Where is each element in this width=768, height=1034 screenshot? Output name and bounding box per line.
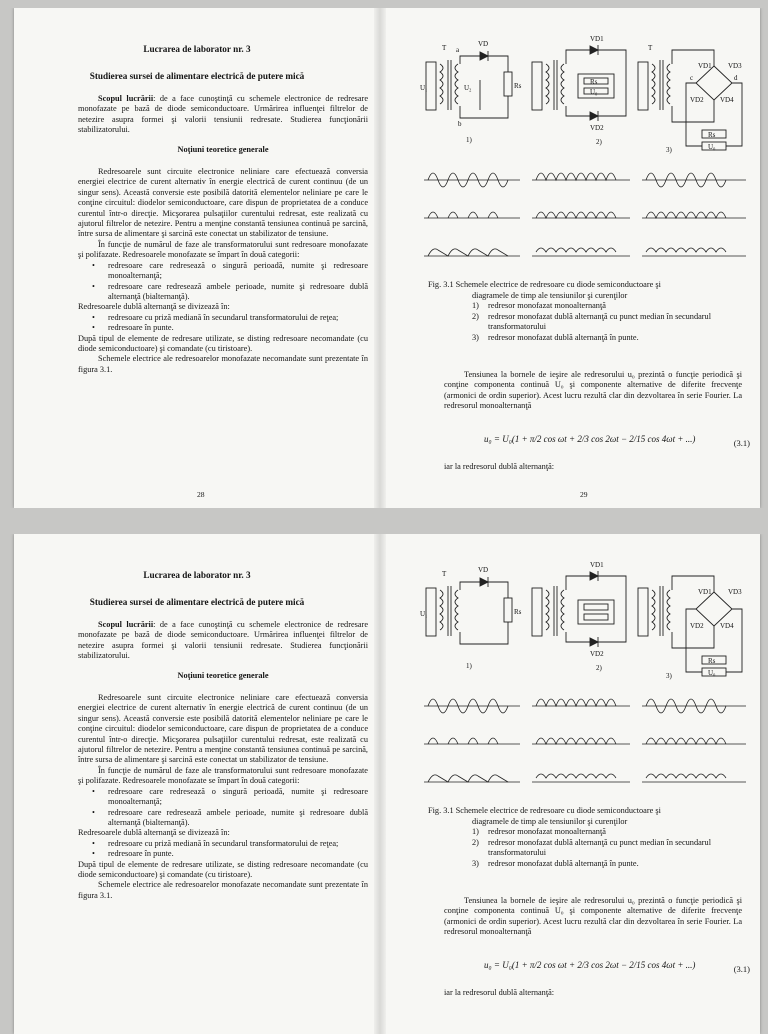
formula-expression: u₀ = U₀(1 + π/2 cos ωt + 2/3 cos 2ωt − 2/15 cos 4ωt + ...) — [484, 434, 696, 444]
item-text: redresor monofazat dublă alternanţă în punte. — [488, 332, 639, 342]
item-number: 3) — [472, 332, 479, 342]
right-page — [380, 534, 760, 1034]
lab-title: Lucrarea de laborator nr. 3 — [143, 44, 251, 54]
resistor-rs — [504, 72, 512, 96]
label-vd2: VD2 — [590, 124, 604, 132]
caption-list — [428, 301, 748, 343]
label-t: T — [442, 570, 447, 578]
paragraph-3: Redresoarele dublă alternanţă se divizează în: — [78, 828, 230, 838]
after-formula-text: iar la redresorul dublă alternanţă: — [444, 462, 555, 471]
lab-subtitle: Studierea sursei de alimentare electrică de putere mică — [89, 71, 305, 81]
fourier-paragraph: Tensiunea la bornele de ieşire ale redresorului u₀ prezintă o funcţie periodică şi conţine componenta continuă U₀ şi componente alternative de diferite frecvenţe (armonici de ordin superior). Acest lucru rezultă clar din dezvoltarea în serie Fourier. La redresorul monoalternanţă — [444, 896, 742, 937]
after-formula-text: iar la redresorul dublă alternanţă: — [444, 988, 555, 997]
scope-paragraph — [78, 94, 368, 136]
paragraph-2: În funcţie de numărul de faze ale transformatorului sunt redresoare monofazate şi polifazate. Redresoarele monofazate se împart în două categorii: — [78, 765, 368, 786]
label-vd: VD — [478, 40, 489, 48]
list-item: • redresoare care redresează ambele perioade, numite şi redresoare dublă alternanţă (bialternanţă). — [108, 808, 368, 829]
paragraph-5: Schemele electrice ale redresoarelor monofazate necomandate sunt prezentate în figura 3.1. — [78, 880, 368, 900]
paragraph-1: Redresoarele sunt circuite electronice neliniare care efectuează conversia energiei electrice de curent alternativ în energie electrică de curent continuu (de un singur sens). Această conversie este posibilă datorită elementelor neliniare pe care le conţine circuitul: diodelor semiconductoare, care dispun de proprietatea de a conduce curentul într-o direcţie. Micşorarea pulsaţiilor curentului redresat, este realizată cu ajutorul filtrelor de netezire. Pentru a menţine constantă tensiunea continuă pe sarcină, între sursa de alimentare şi sarcină este conectat un stabilizator de tensiune. — [78, 693, 368, 765]
bridge-rectifier — [696, 66, 732, 100]
label-vd1-3: VD1 — [698, 588, 712, 596]
scope-paragraph — [78, 620, 368, 662]
list-item — [472, 333, 748, 344]
label-d: d — [734, 74, 738, 82]
scope-label: Scopul lucrării — [98, 94, 154, 103]
label-rs-3: Rs — [708, 657, 716, 665]
lab-title: Lucrarea de laborator nr. 3 — [143, 570, 251, 580]
figure-3-1 — [420, 556, 750, 792]
figure-caption — [428, 806, 748, 870]
list-item: • redresoare în punte. — [108, 849, 368, 859]
diode-vd1 — [590, 46, 598, 54]
list-item — [472, 301, 748, 312]
scope-text: : de a face cunoştinţă cu schemele electronice de redresare monofazate pe bază de diode semiconductoare. Urmărirea influenţei filtrelor de netezire asupra formei şi valorii tensiunii redresate. Studierea funcţionării stabilizatorului. — [78, 620, 369, 661]
dual-alternance-list — [78, 839, 368, 860]
paragraph-4: După tipul de elemente de redresare utilizate, se disting redresoare necomandate (cu diode semiconductoare) şi comandate (cu tiristoare). — [78, 859, 368, 879]
label-rs-2: Rs — [590, 78, 598, 86]
list-item — [472, 827, 748, 838]
lab-subtitle: Studierea sursei de alimentare electrică de putere mică — [89, 597, 305, 607]
label-u1: U₁ — [420, 84, 428, 92]
paragraph-3: Redresoarele dublă alternanţă se divizează în: — [78, 302, 230, 312]
formula-number: (3.1) — [733, 964, 750, 974]
waveform-diagrams — [424, 699, 746, 782]
list-item: • redresoare care redresează ambele perioade, numite şi redresoare dublă alternanţă (bialternanţă). — [108, 282, 368, 303]
list-item: • redresoare care redresează o singură perioadă, numite şi redresoare monoalternanţă; — [108, 787, 368, 808]
item-number: 2) — [472, 311, 479, 321]
item-number: 3) — [472, 858, 479, 868]
formula-3-1 — [484, 428, 754, 458]
label-rs: Rs — [514, 82, 522, 90]
item-number: 1) — [472, 301, 479, 311]
list-item: • redresoare cu priză mediană în secundarul transformatorului de reţea; — [108, 313, 368, 323]
rectifier-schematics — [420, 556, 750, 792]
book-spread-top — [0, 8, 768, 508]
fourier-paragraph: Tensiunea la bornele de ieşire ale redresorului u₀ prezintă o funcţie periodică şi conţine componenta continuă U₀ şi componente alternative de diferite frecvenţe (armonici de ordin superior). Acest lucru rezultă clar din dezvoltarea în serie Fourier. La redresorul monoalternanţă — [444, 370, 742, 411]
coil-secondary — [455, 64, 458, 104]
label-vd2-3: VD2 — [690, 622, 704, 630]
formula-number: (3.1) — [733, 438, 750, 448]
label-vd4: VD4 — [720, 622, 734, 630]
label-rs-3: Rs — [708, 131, 716, 139]
diode-vd2 — [590, 112, 598, 120]
formula-3-1 — [484, 954, 754, 984]
rectifier-categories-list — [78, 261, 368, 303]
book-spread-bottom — [0, 534, 768, 1034]
primary-winding-1 — [426, 62, 436, 110]
label-vd4: VD4 — [720, 96, 734, 104]
item-text: redresor monofazat dublă alternanţă cu punct median în secundarul transformatorului — [488, 311, 712, 332]
section-title: Noţiuni teoretice generale — [177, 144, 269, 154]
left-page — [14, 8, 380, 508]
right-page — [380, 8, 760, 508]
label-vd: VD — [478, 566, 489, 574]
fourier-paragraph-wrapper — [444, 896, 742, 938]
item-text: redresor monofazat dublă alternanţă cu punct median în secundarul transformatorului — [488, 837, 712, 858]
item-number: 1) — [472, 827, 479, 837]
caption-head: Fig. 3.1 Schemele electrice de redresoare cu diode semiconductoare şi — [428, 280, 661, 289]
label-rs: Rs — [514, 608, 522, 616]
label-vd1-3: VD1 — [698, 62, 712, 70]
label-t-3: T — [648, 44, 653, 52]
list-item — [472, 312, 748, 333]
label-c: c — [690, 74, 694, 82]
list-item: • redresoare care redresează o singură perioadă, numite şi redresoare monoalternanţă; — [108, 261, 368, 282]
paragraph-4: După tipul de elemente de redresare utilizate, se disting redresoare necomandate (cu diode semiconductoare) şi comandate (cu tiristoare). — [78, 333, 368, 353]
item-text: redresor monofazat monoalternanţă — [488, 827, 606, 837]
list-item: • redresoare în punte. — [108, 323, 368, 333]
formula-expression: u₀ = U₀(1 + π/2 cos ωt + 2/3 cos 2ωt − 2/15 cos 4ωt + ...) — [484, 960, 696, 970]
paragraph-2: În funcţie de numărul de faze ale transformatorului sunt redresoare monofazate şi polifazate. Redresoarele monofazate se împart în două categorii: — [78, 239, 368, 260]
label-circuit-1: 1) — [466, 136, 472, 144]
list-item — [472, 859, 748, 870]
figure-3-1 — [420, 30, 750, 266]
waveform-diagrams — [424, 173, 746, 256]
item-text: redresor monofazat dublă alternanţă în punte. — [488, 858, 639, 868]
left-body-text — [78, 94, 368, 375]
fourier-paragraph-wrapper — [444, 370, 742, 412]
coil-primary — [440, 64, 443, 104]
label-vd2: VD2 — [590, 650, 604, 658]
label-vd3: VD3 — [728, 62, 742, 70]
label-vd1: VD1 — [590, 35, 604, 43]
left-page — [14, 534, 380, 1034]
scope-label: Scopul lucrării — [98, 620, 154, 629]
caption-sub: diagramele de timp ale tensiunilor şi curenţilor — [472, 816, 628, 826]
scope-text: : de a face cunoştinţă cu schemele electronice de redresare monofazate pe bază de diode semiconductoare. Urmărirea influenţei filtrelor de netezire asupra formei şi valorii tensiunii redresate. Studierea funcţionării stabilizatorului. — [78, 94, 369, 135]
caption-sub: diagramele de timp ale tensiunilor şi curenţilor — [472, 290, 628, 300]
label-vd1: VD1 — [590, 561, 604, 569]
label-circuit-1: 1) — [466, 662, 472, 670]
label-circuit-3: 3) — [666, 146, 672, 154]
page-number-right: 29 — [580, 490, 588, 499]
label-vd2-3: VD2 — [690, 96, 704, 104]
label-circuit-3: 3) — [666, 672, 672, 680]
item-text: redresor monofazat monoalternanţă — [488, 301, 606, 311]
figure-caption — [428, 280, 748, 344]
rectifier-schematics — [420, 30, 750, 266]
label-u1: U₁ — [420, 610, 428, 618]
left-body-text — [78, 620, 368, 901]
label-b: b — [458, 120, 462, 128]
section-title: Noţiuni teoretice generale — [177, 670, 269, 680]
label-a: a — [456, 46, 460, 54]
diode-vd — [480, 52, 488, 60]
list-item — [472, 838, 748, 859]
item-number: 2) — [472, 837, 479, 847]
caption-head: Fig. 3.1 Schemele electrice de redresoare cu diode semiconductoare şi — [428, 806, 661, 815]
paragraph-5: Schemele electrice ale redresoarelor monofazate necomandate sunt prezentate în figura 3.1. — [78, 354, 368, 374]
dual-alternance-list — [78, 313, 368, 334]
label-vd3: VD3 — [728, 588, 742, 596]
label-t: T — [442, 44, 447, 52]
rectifier-categories-list — [78, 787, 368, 829]
paragraph-1: Redresoarele sunt circuite electronice neliniare care efectuează conversia energiei electrice de curent alternativ în energie electrică de curent continuu (de un singur sens). Această conversie este posibilă datorită elementelor neliniare pe care le conţine circuitul: diodelor semiconductoare, care dispun de proprietatea de a conduce curentul într-o direcţie. Micşorarea pulsaţiilor curentului redresat, este realizată cu ajutorul filtrelor de netezire. Pentru a menţine constantă tensiunea continuă pe sarcină, între sursa de alimentare şi sarcină este conectat un stabilizator de tensiune. — [78, 167, 368, 239]
label-circuit-2: 2) — [596, 138, 602, 146]
label-circuit-2: 2) — [596, 664, 602, 672]
label-uo-3: U₀ — [708, 669, 716, 677]
caption-list — [428, 827, 748, 869]
label-uo-3: U₀ — [708, 143, 716, 151]
label-u2: U₂ — [464, 84, 472, 92]
label-uo-2: U₀ — [590, 88, 598, 96]
list-item: • redresoare cu priză mediană în secundarul transformatorului de reţea; — [108, 839, 368, 849]
page-number-left: 28 — [197, 490, 205, 499]
